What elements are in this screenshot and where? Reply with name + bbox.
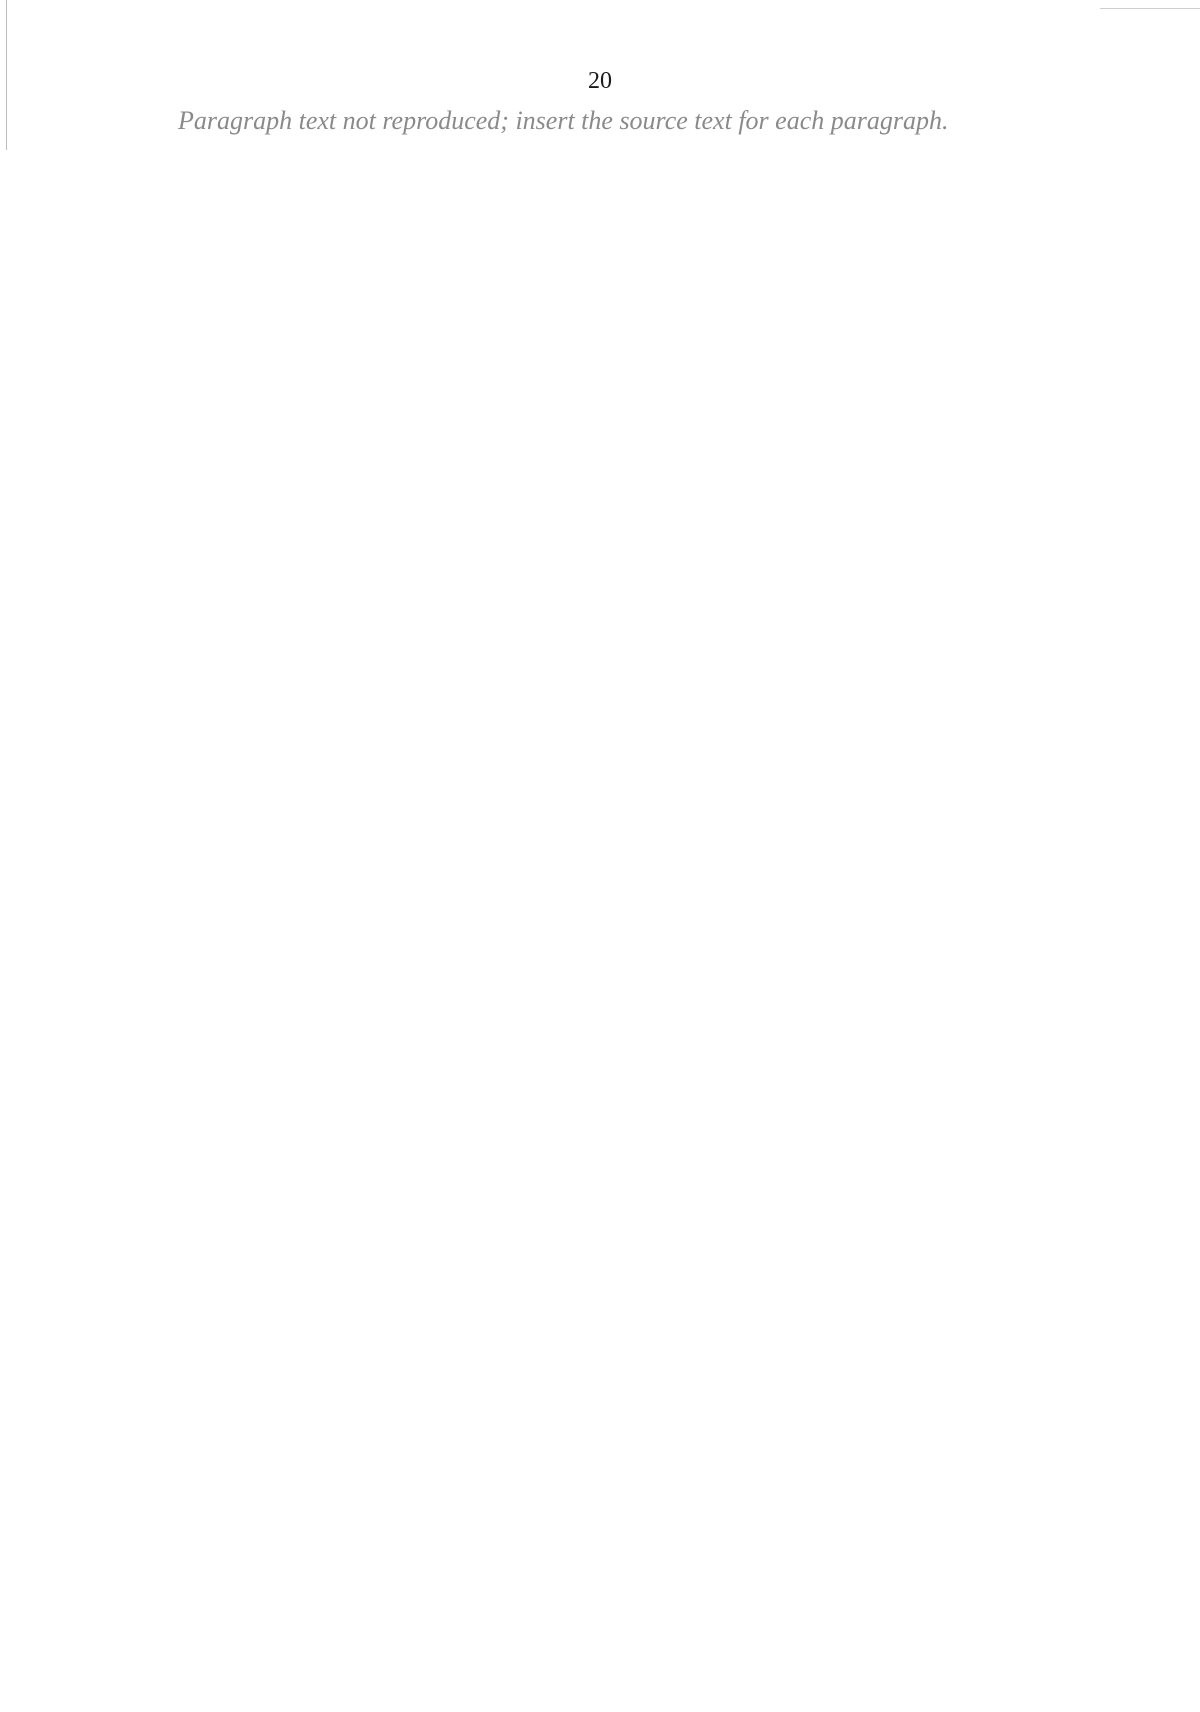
scan-edge-top (1100, 8, 1200, 9)
placeholder-note: Paragraph text not reproduced; insert the source text for each paragraph. (178, 106, 949, 135)
page-number: 20 (588, 68, 612, 94)
document-body (178, 96, 1130, 146)
